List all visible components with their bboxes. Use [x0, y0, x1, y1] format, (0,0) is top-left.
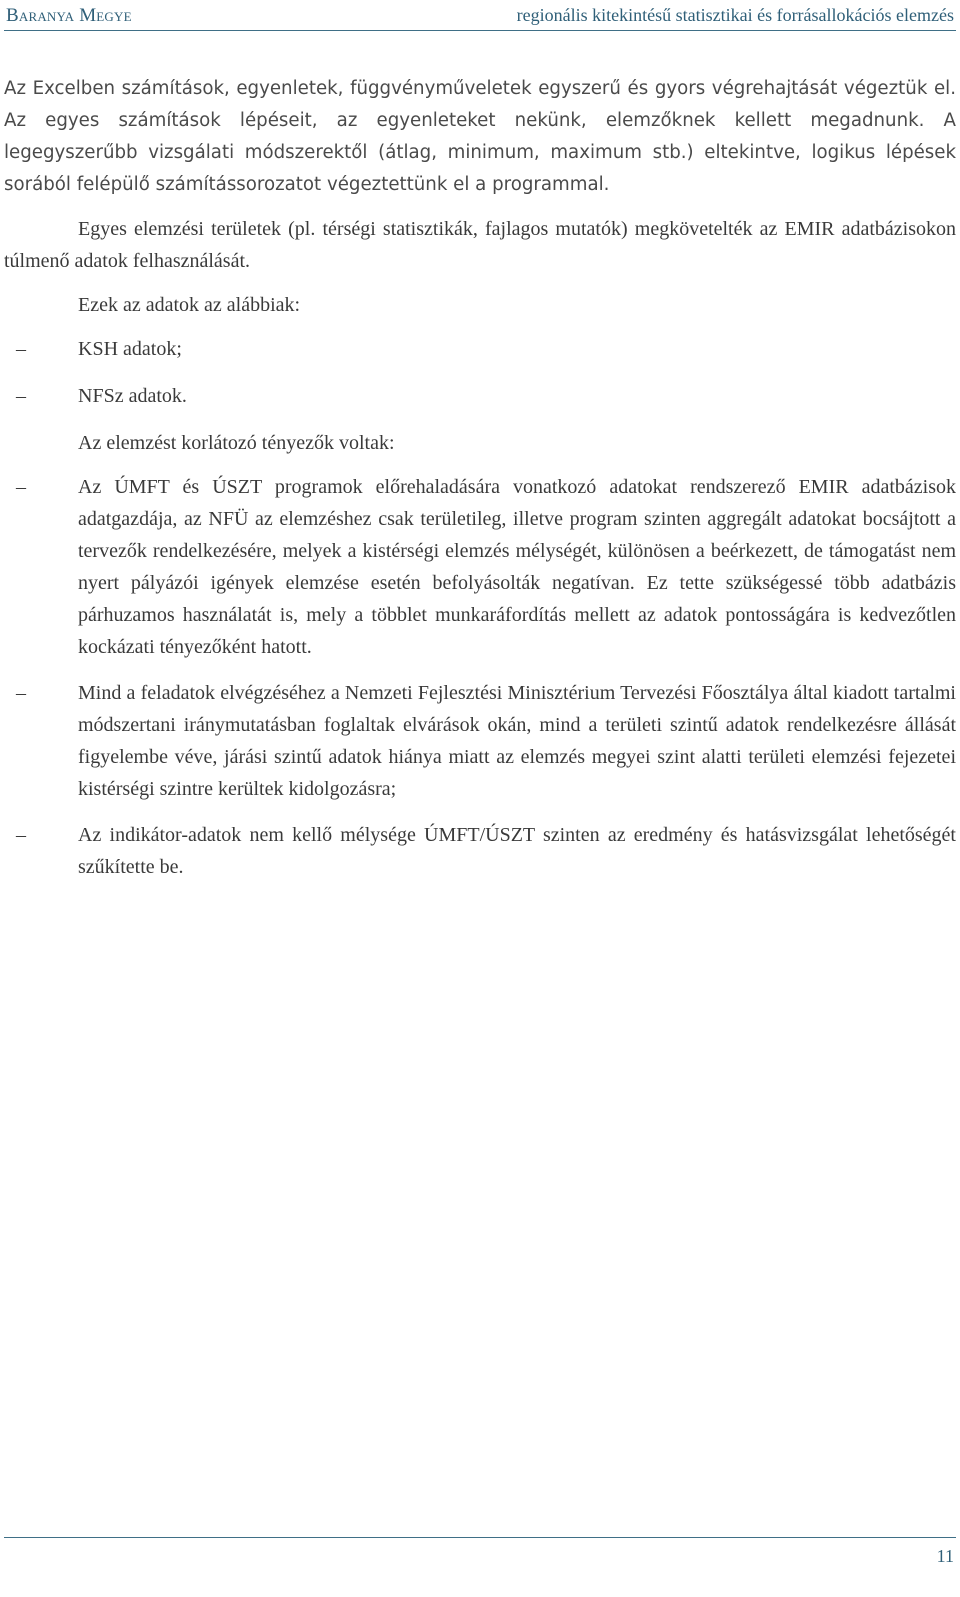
page-body: [4, 73, 956, 897]
dash-bullet: –: [16, 385, 26, 407]
page-number: 11: [936, 1546, 954, 1566]
list-item: [4, 471, 956, 663]
list-item-text: Az ÚMFT és ÚSZT programok előrehaladására vonatkozó adatokat rendszerező EMIR adatbázisok adatgazdája, az NFÜ az elemzéshez csak területileg, illetve program szinten aggregált adatokat bocsájtott a tervezők rendelkezésére, melyek a kistérségi elemzés mélységét, különösen a beérkezett, de támogatást nem nyert pályázói igények elemzése esetén befolyásolták negatívan. Ez tette szükségessé több adatbázis párhuzamos használatát is, mely a többlet munkaráfordítás mellett az adatok pontosságára is kedvezőtlen kockázati tényezőként hatott.: [78, 476, 956, 658]
paragraph-limiting-factors-intro: Az elemzést korlátozó tényezők voltak:: [78, 432, 395, 454]
list-item: [4, 677, 956, 805]
list-item: [4, 819, 956, 883]
paragraph-analysis-areas: Egyes elemzési területek (pl. térségi statisztikák, fajlagos mutatók) megkövetelték az EMIR adatbázisokon túlmenő adatok felhasználását.: [4, 218, 956, 272]
list-item: [4, 380, 956, 412]
list-item-text: Az indikátor-adatok nem kellő mélysége ÚMFT/ÚSZT szinten az eredmény és hatásvizsgálat lehetőségét szűkítette be.: [78, 824, 956, 878]
data-sources-list: [4, 333, 956, 412]
dash-bullet: –: [16, 824, 26, 846]
list-item-text: KSH adatok;: [78, 338, 182, 360]
paragraph-excel-calculations: Az Excelben számítások, egyenletek, függvényműveletek egyszerű és gyors végrehajtását végeztük el. Az egyes számítások lépéseit, az egyenleteket nekünk, elemzőknek kellett megadnunk. A legegyszerűbb vizsgálati módszerektől (átlag, minimum, maximum stb.) eltekintve, logikus lépések sorából felépülő számítássorozatot végeztettünk el a programmal.: [4, 78, 956, 195]
dash-bullet: –: [16, 476, 26, 498]
dash-bullet: –: [16, 682, 26, 704]
list-item-text: Mind a feladatok elvégzéséhez a Nemzeti Fejlesztési Minisztérium Tervezési Főosztálya által kiadott tartalmi módszertani iránymutatásban foglaltak elvárások okán, mind a területi szintű adatok rendelkezésre állását figyelembe véve, járási szintű adatok hiánya miatt az elemzés megyei szint alatti területi elemzési fejezetei kistérségi szintre kerültek kidolgozásra;: [78, 682, 956, 800]
header-document-title: regionális kitekintésű statisztikai és forrásallokációs elemzés: [516, 5, 954, 25]
header-county-name: Baranya Megye: [6, 5, 132, 26]
list-item-text: NFSz adatok.: [78, 385, 187, 407]
dash-bullet: –: [16, 338, 26, 360]
paragraph-data-sources-intro: Ezek az adatok az alábbiak:: [78, 294, 301, 316]
list-item: [4, 333, 956, 365]
page-footer: [4, 1537, 956, 1578]
page-header: [4, 0, 956, 31]
limiting-factors-list: [4, 471, 956, 883]
